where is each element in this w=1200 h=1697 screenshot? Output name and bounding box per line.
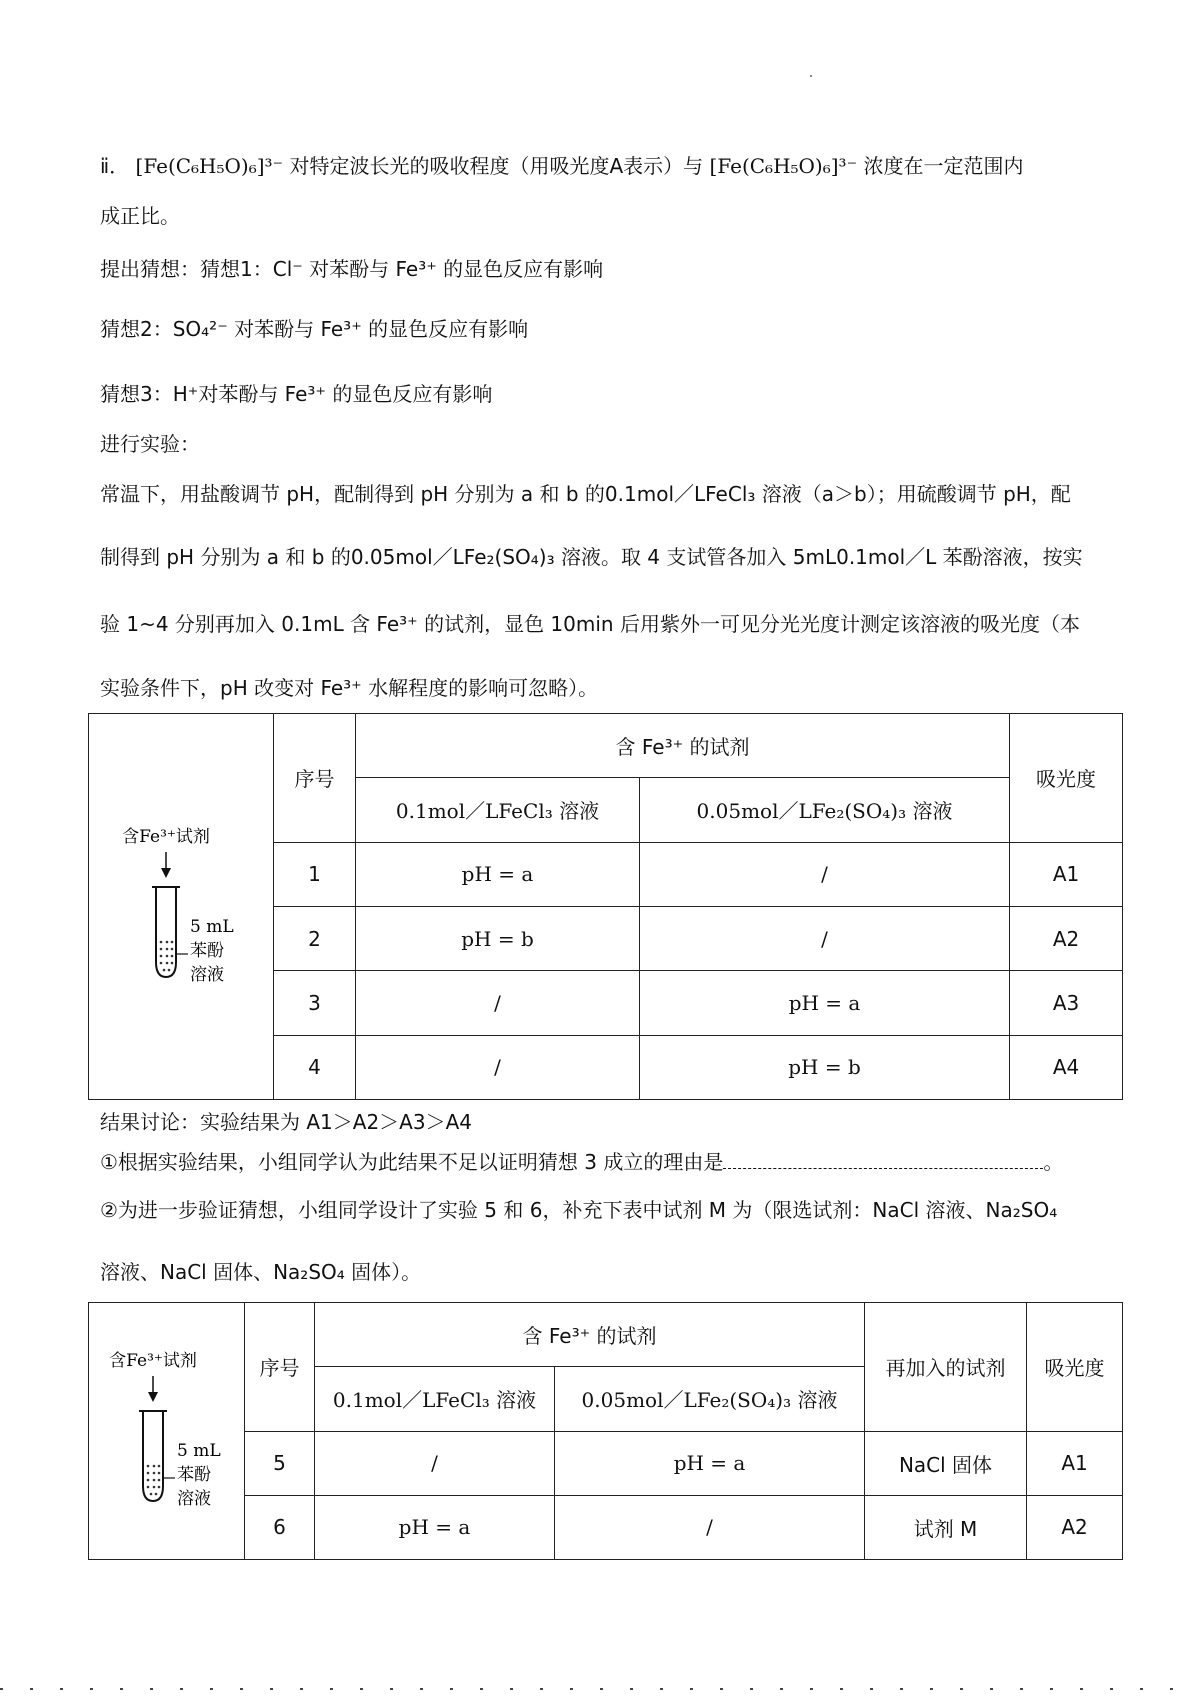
tube-phenol-label: 苯酚	[176, 1465, 211, 1485]
answer-blank[interactable]	[723, 1150, 1043, 1169]
row-number: 4	[274, 1035, 356, 1099]
cell-absorbance: A1	[1027, 1431, 1123, 1495]
complex-formula-2: [Fe(C₆H₅O)₆]³⁻	[709, 154, 858, 178]
row-number: 2	[274, 906, 356, 970]
header-fe2so4: 0.05mol／LFe₂(SO₄)₃ 溶液	[640, 778, 1010, 842]
scan-speck	[810, 75, 812, 77]
hypothesis-3: 猜想3：H⁺对苯酚与 Fe³⁺ 的显色反应有影响	[100, 382, 493, 406]
cell-absorbance: A3	[1010, 971, 1123, 1035]
hypothesis-2: 猜想2：SO₄²⁻ 对苯酚与 Fe³⁺ 的显色反应有影响	[100, 317, 529, 341]
cell-fe2so4: /	[640, 906, 1010, 970]
cell-fe2so4: /	[640, 842, 1010, 906]
header-fe3-reagent: 含 Fe³⁺ 的试剂	[315, 1303, 865, 1367]
intro-text-b: 浓度在一定范围内	[863, 154, 1024, 178]
hypothesis-1: 提出猜想：猜想1：Cl⁻ 对苯酚与 Fe³⁺ 的显色反应有影响	[100, 257, 604, 281]
experiment-table-2	[88, 1302, 1123, 1560]
cell-fecl3: /	[356, 971, 640, 1035]
question-1	[100, 1148, 1120, 1176]
page-bottom-border	[0, 1688, 1200, 1690]
cell-fecl3: /	[315, 1431, 555, 1495]
row-number: 6	[245, 1495, 315, 1559]
header-absorbance: 吸光度	[1027, 1303, 1123, 1432]
experiment-paragraph-3: 验 1~4 分别再加入 0.1mL 含 Fe³⁺ 的试剂，显色 10min 后用紫外一可见分光光度计测定该溶液的吸光度（本	[100, 612, 1080, 636]
cell-fecl3: pH = a	[315, 1495, 555, 1559]
test-tube-icon	[97, 1346, 237, 1516]
complex-formula: [Fe(C₆H₅O)₆]³⁻	[135, 154, 284, 178]
header-number: 序号	[245, 1303, 315, 1432]
intro-text-a: 对特定波长光的吸收程度（用吸光度A表示）与	[289, 154, 704, 178]
tube-solution-label: 溶液	[190, 964, 224, 985]
tube-reagent-label: 含Fe³⁺试剂	[108, 1351, 197, 1371]
cell-fecl3: pH = a	[356, 842, 640, 906]
question-2-line-2: 溶液、NaCl 固体、Na₂SO₄ 固体）。	[100, 1260, 422, 1284]
header-number: 序号	[274, 714, 356, 843]
experiment-paragraph-1: 常温下，用盐酸调节 pH，配制得到 pH 分别为 a 和 b 的0.1mol／LFeCl₃ 溶液（a＞b）；用硫酸调节 pH，配	[100, 482, 1071, 506]
cell-fe2so4: pH = a	[640, 971, 1010, 1035]
row-number: 5	[245, 1431, 315, 1495]
header-added-reagent: 再加入的试剂	[865, 1303, 1027, 1432]
header-fecl3: 0.1mol／LFeCl₃ 溶液	[315, 1367, 555, 1431]
test-tube-figure-1	[89, 714, 274, 1100]
header-absorbance: 吸光度	[1010, 714, 1123, 843]
cell-fe2so4: /	[555, 1495, 865, 1559]
cell-fe2so4: pH = b	[640, 1035, 1010, 1099]
test-tube-icon	[106, 822, 256, 992]
cell-absorbance: A4	[1010, 1035, 1123, 1099]
question-2-line-1: ②为进一步验证猜想，小组同学设计了实验 5 和 6，补充下表中试剂 M 为（限选试剂：NaCl 溶液、Na₂SO₄	[100, 1198, 1058, 1222]
cell-fe2so4: pH = a	[555, 1431, 865, 1495]
row-number: 3	[274, 971, 356, 1035]
question-1-end: 。	[1043, 1150, 1064, 1174]
row-number: 1	[274, 842, 356, 906]
tube-volume-label: 5 mL	[176, 1441, 221, 1461]
header-fe3-reagent: 含 Fe³⁺ 的试剂	[356, 714, 1010, 778]
result-discussion: 结果讨论：实验结果为 A1＞A2＞A3＞A4	[100, 1110, 472, 1134]
cell-absorbance: A1	[1010, 842, 1123, 906]
cell-added-reagent: NaCl 固体	[865, 1431, 1027, 1495]
cell-absorbance: A2	[1027, 1495, 1123, 1559]
cell-absorbance: A2	[1010, 906, 1123, 970]
experiment-paragraph-4: 实验条件下，pH 改变对 Fe³⁺ 水解程度的影响可忽略）。	[100, 676, 599, 700]
table-row	[89, 1495, 1123, 1559]
cell-fecl3: /	[356, 1035, 640, 1099]
table-row	[89, 1431, 1123, 1495]
question-1-text: ①根据实验结果，小组同学认为此结果不足以证明猜想 3 成立的理由是	[100, 1150, 724, 1174]
cell-fecl3: pH = b	[356, 906, 640, 970]
intro-line-1	[100, 152, 1120, 180]
cell-added-reagent: 试剂 M	[865, 1495, 1027, 1559]
tube-volume-label: 5 mL	[190, 916, 234, 937]
experiment-paragraph-2: 制得到 pH 分别为 a 和 b 的0.05mol／LFe₂(SO₄)₃ 溶液。取 4 支试管各加入 5mL0.1mol／L 苯酚溶液，按实	[100, 545, 1083, 569]
header-fecl3: 0.1mol／LFeCl₃ 溶液	[356, 778, 640, 842]
header-fe2so4: 0.05mol／LFe₂(SO₄)₃ 溶液	[555, 1367, 865, 1431]
tube-phenol-label: 苯酚	[190, 940, 224, 961]
item-number: ⅱ．	[100, 154, 130, 178]
test-tube-figure-2	[89, 1303, 245, 1560]
tube-solution-label: 溶液	[176, 1489, 211, 1509]
experiment-heading: 进行实验：	[100, 432, 200, 456]
experiment-table-1	[88, 713, 1123, 1100]
tube-reagent-label: 含Fe³⁺试剂	[122, 826, 210, 847]
intro-line-2: 成正比。	[100, 204, 180, 228]
